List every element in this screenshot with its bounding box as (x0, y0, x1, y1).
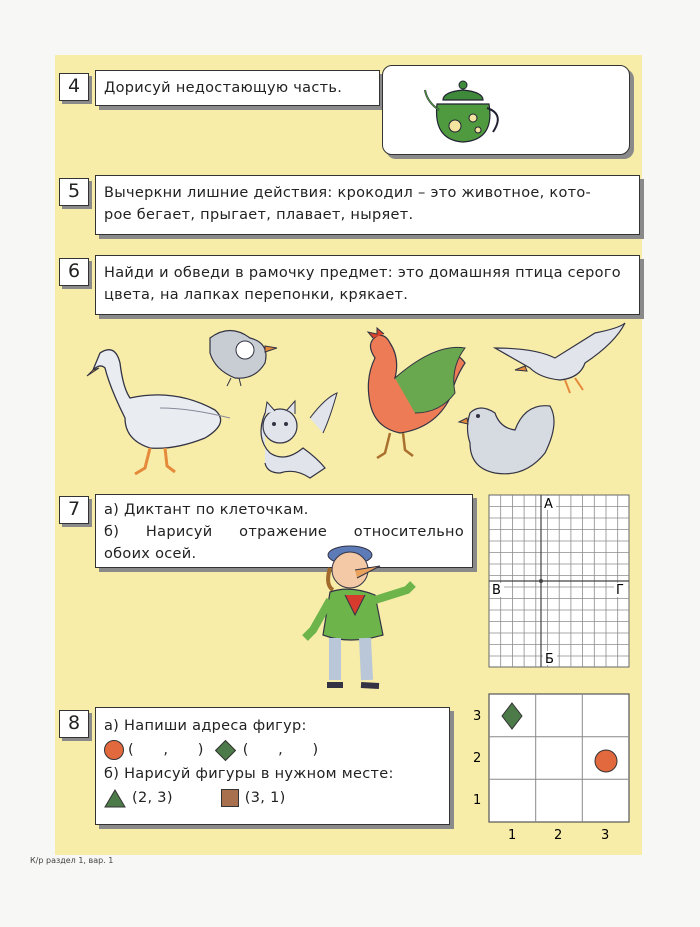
task-number-6: 6 (59, 258, 89, 286)
task-4-label: Дорисуй недостающую часть. (104, 80, 343, 96)
task-5-line-1: Вычеркни лишние действия: крокодил – это животное, кото- (104, 185, 592, 201)
rooster-picture (368, 328, 465, 458)
page-footer: К/р раздел 1, вар. 1 (30, 856, 114, 865)
task-8-line-1: а) Напиши адреса фигур: (104, 718, 307, 734)
task-4-text (95, 70, 380, 106)
teapot-drawing (383, 66, 631, 156)
task-number-5: 5 (59, 178, 89, 206)
teapot-icon (425, 81, 498, 142)
diamond-address-blank: ( , ) (242, 742, 319, 758)
orange-circle-icon (104, 740, 124, 760)
task-number-8: 8 (59, 710, 89, 738)
task-8-coords-row (104, 786, 441, 810)
x-label-3: 3 (601, 828, 610, 843)
circle-address-blank: ( , ) (128, 742, 204, 758)
task-6-line-1: Найди и обведи в рамочку предмет: это домашняя птица серого (104, 265, 621, 281)
y-label-2: 2 (473, 751, 482, 766)
painter-boy-illustration (295, 540, 455, 700)
task-6-text (95, 255, 640, 315)
small-bird-picture (210, 331, 277, 387)
axis-label-bottom: Б (545, 652, 554, 667)
goose-picture (87, 350, 230, 474)
axis-label-right: Г (616, 583, 624, 598)
grid-circle-icon (595, 750, 617, 772)
y-label-1: 1 (473, 793, 482, 808)
teapot-frame (382, 65, 630, 155)
task-7-line-1: а) Диктант по клеточкам. (104, 502, 309, 518)
task-number-4: 4 (59, 73, 89, 101)
hen-picture (459, 406, 554, 474)
green-diamond-icon (215, 739, 236, 760)
axis-label-left: В (492, 583, 501, 598)
task-5-text (95, 175, 640, 235)
axis-label-top: А (544, 497, 553, 512)
origin-dot (539, 579, 543, 583)
x-label-2: 2 (554, 828, 563, 843)
y-label-3: 3 (473, 709, 482, 724)
brown-square-icon (221, 789, 239, 807)
triangle-coord: (2, 3) (132, 790, 173, 806)
flying-bird-picture (495, 323, 625, 393)
task-8-address-row (104, 738, 441, 762)
task-6-line-2: цвета, на лапках перепонки, крякает. (104, 287, 409, 303)
coord-grid (465, 692, 635, 844)
task-number-7: 7 (59, 496, 89, 524)
task-7-line-3: обоих осей. (104, 546, 197, 562)
task-7-line-2: б) Нарисуй отражение относительно (104, 524, 464, 540)
square-coord: (3, 1) (244, 790, 286, 806)
kitten-picture (261, 393, 337, 478)
green-triangle-icon (104, 788, 126, 808)
task-8-line-3: б) Нарисуй фигуры в нужном месте: (104, 766, 394, 782)
x-label-1: 1 (508, 828, 517, 843)
task-5-line-2: рое бегает, прыгает, плавает, ныряет. (104, 207, 414, 223)
axis-grid (488, 494, 630, 668)
task-8-text (95, 707, 450, 825)
animals-illustration (55, 318, 642, 490)
